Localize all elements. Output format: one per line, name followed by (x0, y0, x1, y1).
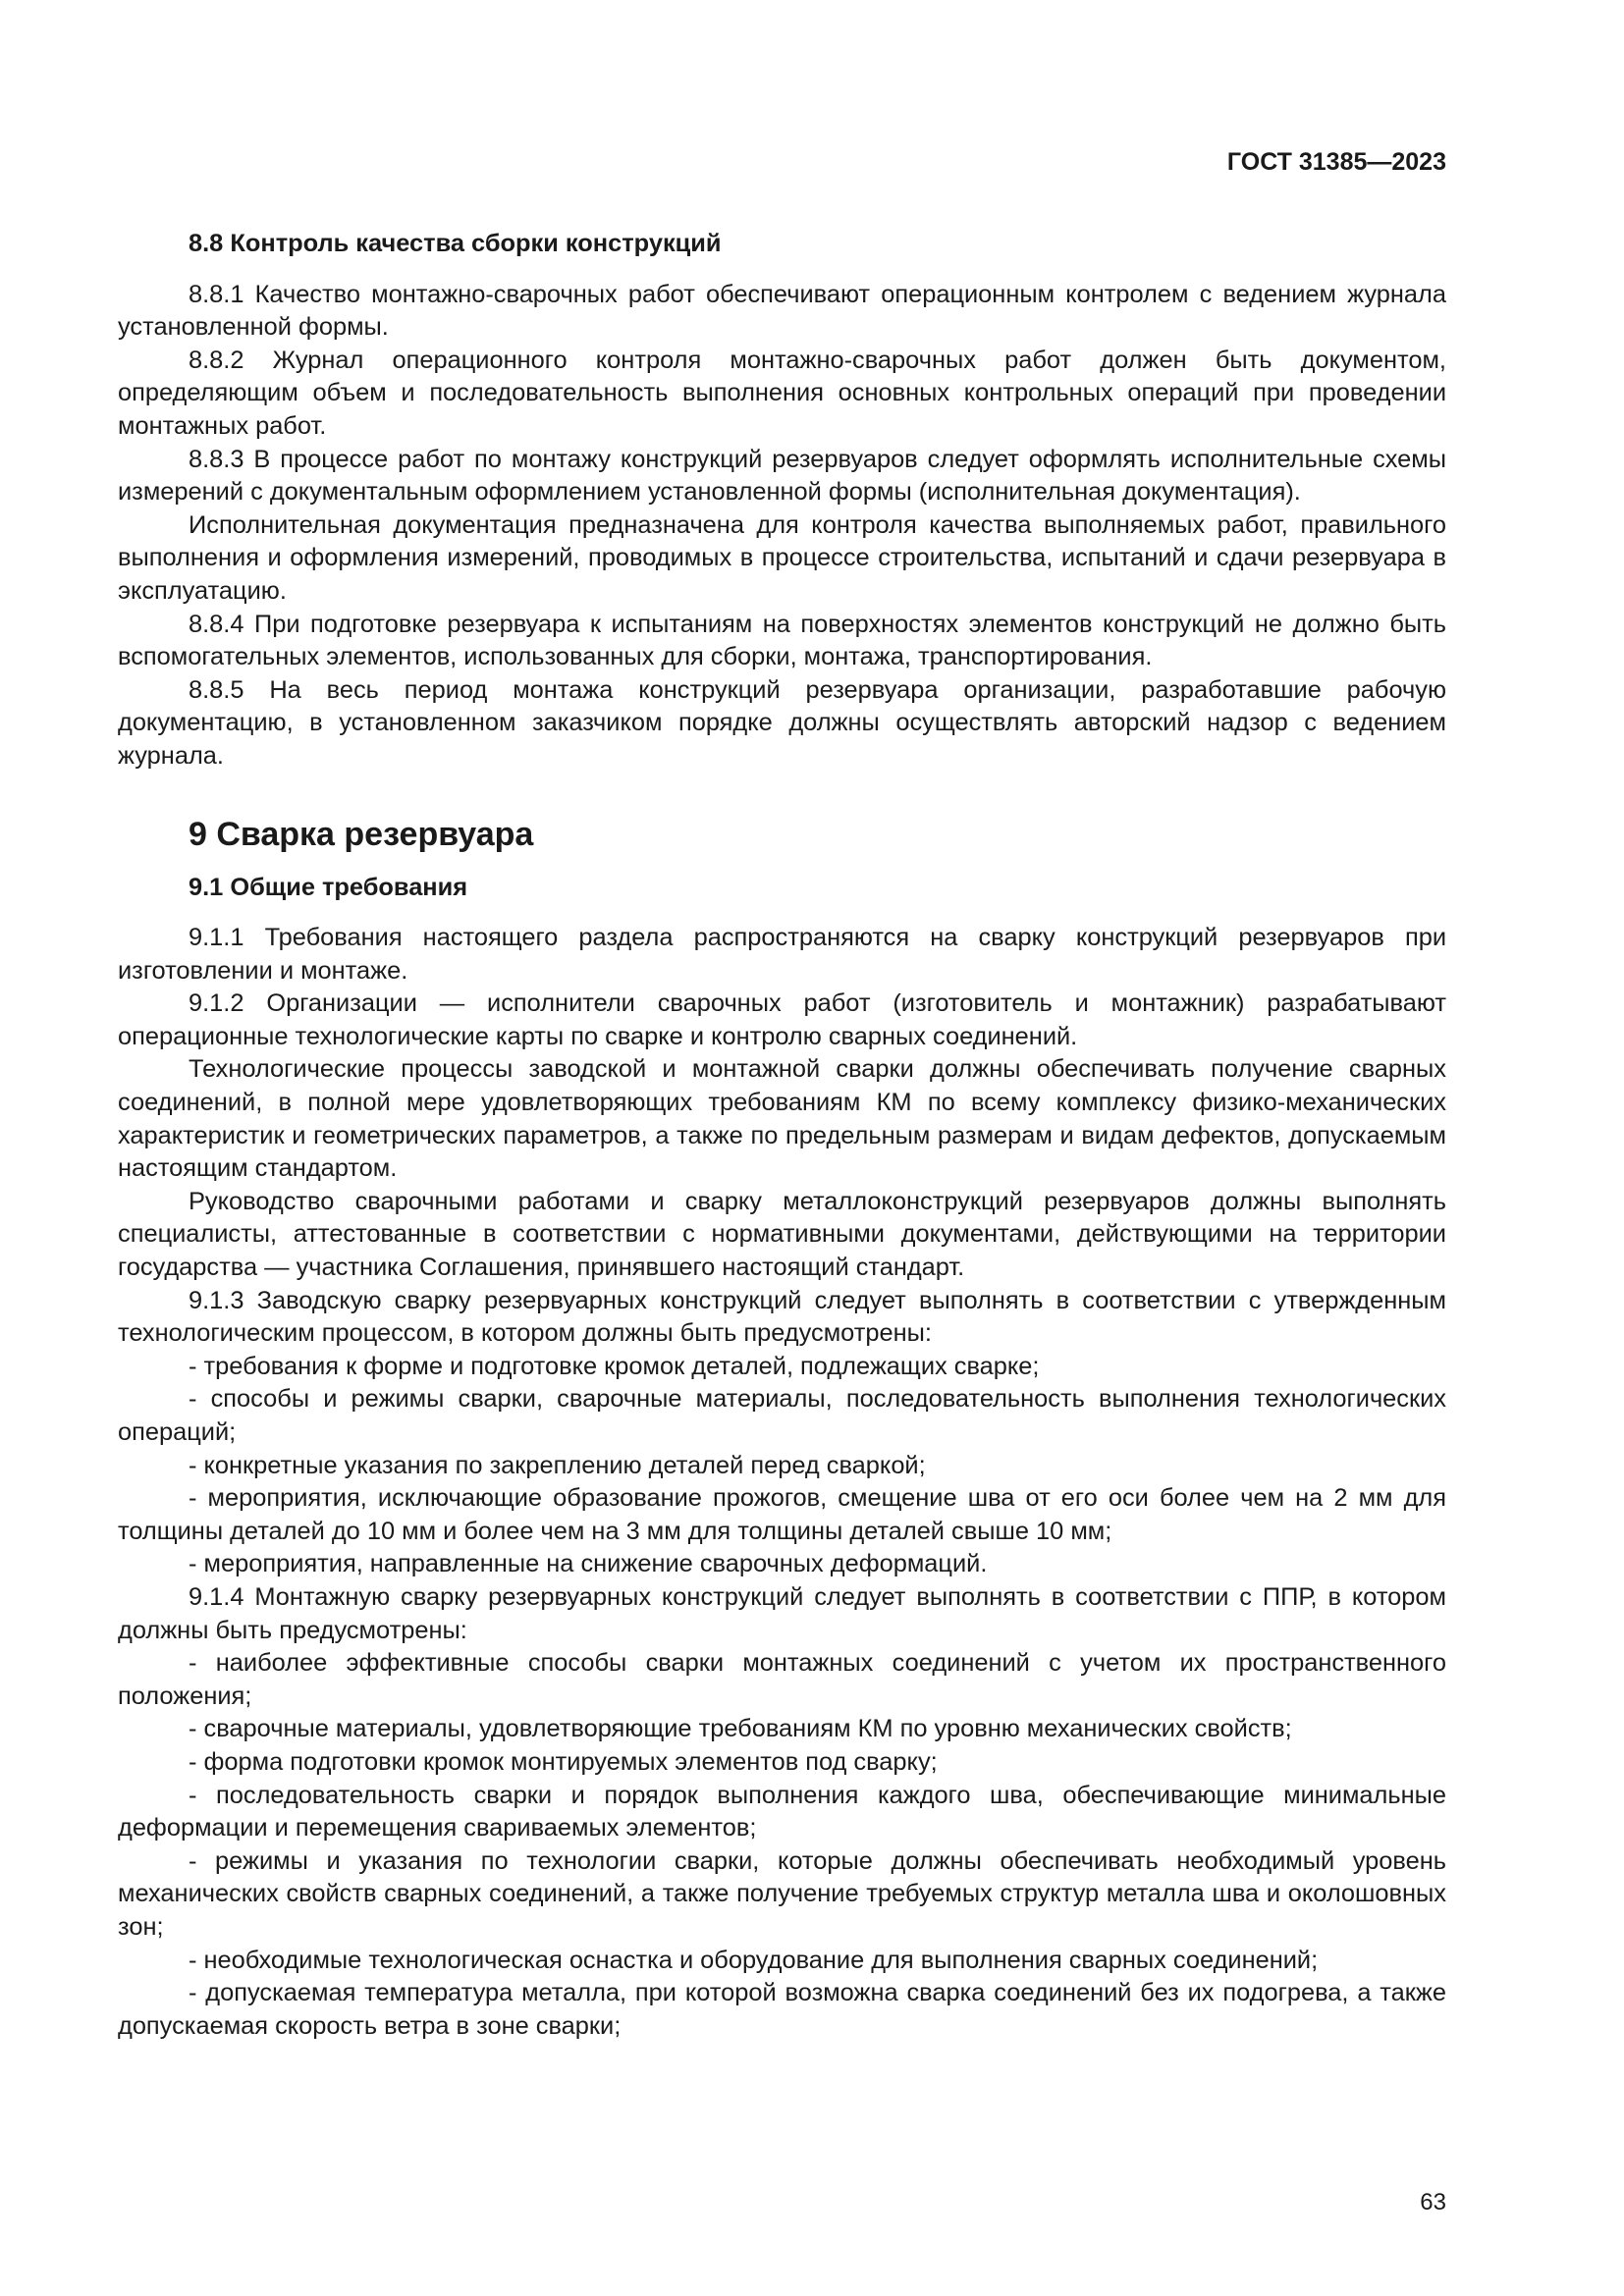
page-number: 63 (1420, 2189, 1446, 2216)
list-item: - необходимые технологическая оснастка и оборудование для выполнения сварных соединений; (189, 1946, 1319, 1974)
list-item: - последовательность сварки и порядок выполнения каждого шва, обеспечивающие минимальные деформации и перемещения свариваемых элементов; (118, 1781, 1446, 1842)
paragraph: 8.8.2 Журнал операционного контроля монтажно-сварочных работ должен быть документом, определяющим объем и последовательность выполнения основных контрольных операций при проведении монтажных работ. (118, 346, 1446, 440)
list-item: - режимы и указания по технологии сварки, которые должны обеспечивать необходимый уровень механических свойств сварных соединений, а также получение требуемых структур металла шва и околошовных зон; (118, 1846, 1446, 1941)
paragraph: 8.8.5 На весь период монтажа конструкций резервуара организации, разработавшие рабочую документацию, в установленном заказчиком порядке должны осуществлять авторский надзор с ведением журнала. (118, 675, 1446, 770)
paragraph: 9.1.3 Заводскую сварку резервуарных конструкций следует выполнять в соответствии с утвержденным технологическим процессом, в котором должны быть предусмотрены: (118, 1286, 1446, 1348)
paragraph: 8.8.1 Качество монтажно-сварочных работ обеспечивают операционным контролем с ведением журнала установленной формы. (118, 280, 1446, 342)
section-heading-9-1: 9.1 Общие требования (189, 873, 468, 901)
list-item: - форма подготовки кромок монтируемых элементов под сварку; (189, 1747, 938, 1776)
list-item: - требования к форме и подготовке кромок деталей, подлежащих сварке; (189, 1352, 1040, 1380)
section-heading-9: 9 Сварка резервуара (189, 815, 534, 853)
list-item: - допускаемая температура металла, при которой возможна сварка соединений без их подогрева, а также допускаемая скорость ветра в зоне сварки; (118, 1979, 1446, 2040)
list-item: - способы и режимы сварки, сварочные материалы, последовательность выполнения технологических операций; (118, 1385, 1446, 1446)
list-item: - наиболее эффективные способы сварки монтажных соединений с учетом их пространственного положения; (118, 1649, 1446, 1710)
document-id: ГОСТ 31385—2023 (1226, 148, 1446, 176)
list-item: - мероприятия, исключающие образование прожогов, смещение шва от его оси более чем на 2 мм для толщины деталей до 10 мм и более чем на 3 мм для толщины деталей свыше 10 мм; (118, 1484, 1446, 1545)
paragraph: Руководство сварочными работами и сварку металлоконструкций резервуаров должны выполнять специалисты, аттестованные в соответствии с нормативными документами, действующими на территории государства — участника Соглашения, принявшего настоящий стандарт. (118, 1187, 1446, 1282)
paragraph: 8.8.3 В процессе работ по монтажу конструкций резервуаров следует оформлять исполнительные схемы измерений с документальным оформлением установленной формы (исполнительная документация). (118, 445, 1446, 507)
paragraph: 9.1.1 Требования настоящего раздела распространяются на сварку конструкций резервуаров при изготовлении и монтаже. (118, 924, 1446, 985)
list-item: - сварочные материалы, удовлетворяющие требованиям КМ по уровню механических свойств; (189, 1715, 1292, 1743)
section-heading-8-8: 8.8 Контроль качества сборки конструкций (189, 230, 722, 257)
list-item: - конкретные указания по закреплению деталей перед сваркой; (189, 1451, 926, 1479)
page-body (118, 228, 1446, 2043)
paragraph: Исполнительная документация предназначена для контроля качества выполняемых работ, правильного выполнения и оформления измерений, проводимых в процессе строительства, испытаний и сдачи резервуара в эксплуатацию. (118, 510, 1446, 605)
paragraph: 9.1.4 Монтажную сварку резервуарных конструкций следует выполнять в соответствии с ППР, в котором должны быть предусмотрены: (118, 1582, 1446, 1644)
paragraph: 9.1.2 Организации — исполнители сварочных работ (изготовитель и монтажник) разрабатывают операционные технологические карты по сварке и контролю сварных соединений. (118, 989, 1446, 1050)
list-item: - мероприятия, направленные на снижение сварочных деформаций. (189, 1550, 988, 1578)
paragraph: Технологические процессы заводской и монтажной сварки должны обеспечивать получение сварных соединений, в полной мере удовлетворяющих требованиям КМ по всему комплексу физико-механических характеристик и геометрических параметров, а также по предельным размерам и видам дефектов, допускаемым настоящим стандартом. (118, 1055, 1446, 1183)
paragraph: 8.8.4 При подготовке резервуара к испытаниям на поверхностях элементов конструкций не должно быть вспомогательных элементов, использованных для сборки, монтажа, транспортирования. (118, 610, 1446, 671)
